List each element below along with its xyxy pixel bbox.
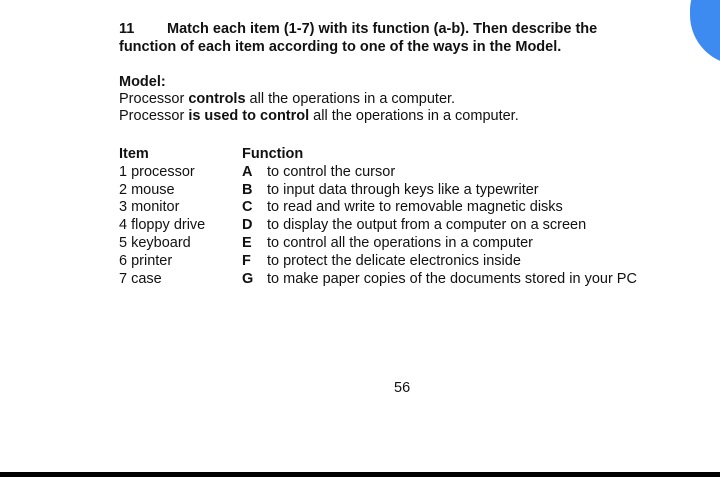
corner-accent-shape (690, 0, 720, 65)
function-letter: F (242, 252, 251, 269)
model-line-1-rest: all the operations in a computer. (245, 91, 456, 107)
function-letter: E (242, 234, 252, 251)
model-section (119, 74, 519, 125)
function-letter: B (242, 181, 253, 198)
function-text: to display the output from a computer on a screen (267, 217, 587, 234)
function-letter: A (242, 163, 253, 180)
item-cell: 4 floppy drive (119, 217, 206, 234)
item-cell: 7 case (119, 270, 162, 287)
table-row (119, 217, 637, 235)
function-cell (242, 271, 637, 289)
table-header-row (119, 146, 637, 164)
function-cell (242, 235, 533, 253)
function-cell (242, 182, 539, 200)
bottom-edge-bar (0, 472, 720, 477)
model-line-1-subject: Processor (119, 91, 189, 107)
function-letter: D (242, 217, 253, 234)
item-cell: 6 printer (119, 252, 173, 269)
table-row (119, 235, 637, 253)
function-text: to make paper copies of the documents stored in your PC (267, 270, 637, 287)
table-row (119, 182, 637, 200)
model-line-1-verb: controls (188, 91, 246, 107)
function-text: to control the cursor (267, 163, 396, 180)
model-line-2-subject: Processor (119, 108, 189, 124)
page-number: 56 (394, 380, 411, 396)
table-row (119, 164, 637, 182)
function-text: to read and write to removable magnetic disks (267, 199, 563, 216)
function-cell (242, 164, 395, 182)
table-row (119, 271, 637, 289)
function-cell (242, 217, 586, 235)
matching-table (119, 146, 637, 288)
function-column-header: Function (242, 146, 304, 162)
model-line-2-verb: is used to control (188, 108, 310, 124)
function-letter: C (242, 199, 253, 216)
model-title: Model: (119, 74, 166, 90)
table-row (119, 199, 637, 217)
function-text: to control all the operations in a computer (267, 234, 533, 251)
item-column-header: Item (119, 146, 149, 162)
table-row (119, 253, 637, 271)
function-cell (242, 253, 521, 271)
model-line-2-rest: all the operations in a computer. (309, 108, 519, 124)
item-cell: 1 processor (119, 163, 195, 180)
function-text: to input data through keys like a typewriter (267, 181, 539, 198)
function-cell (242, 199, 563, 217)
exercise-instruction (119, 20, 639, 56)
model-line-2 (119, 108, 519, 125)
function-letter: G (242, 270, 254, 287)
item-cell: 5 keyboard (119, 234, 191, 251)
instruction-line-2: function of each item according to one of the ways in the Model. (119, 39, 562, 55)
function-text: to protect the delicate electronics inside (267, 252, 521, 269)
item-cell: 3 monitor (119, 199, 180, 216)
model-line-1 (119, 91, 519, 108)
exercise-number: 11 (119, 21, 135, 37)
item-cell: 2 mouse (119, 181, 175, 198)
instruction-line-1 (119, 20, 639, 38)
instruction-text-1: Match each item (1-7) with its function (a-b). Then describe the (167, 21, 598, 37)
